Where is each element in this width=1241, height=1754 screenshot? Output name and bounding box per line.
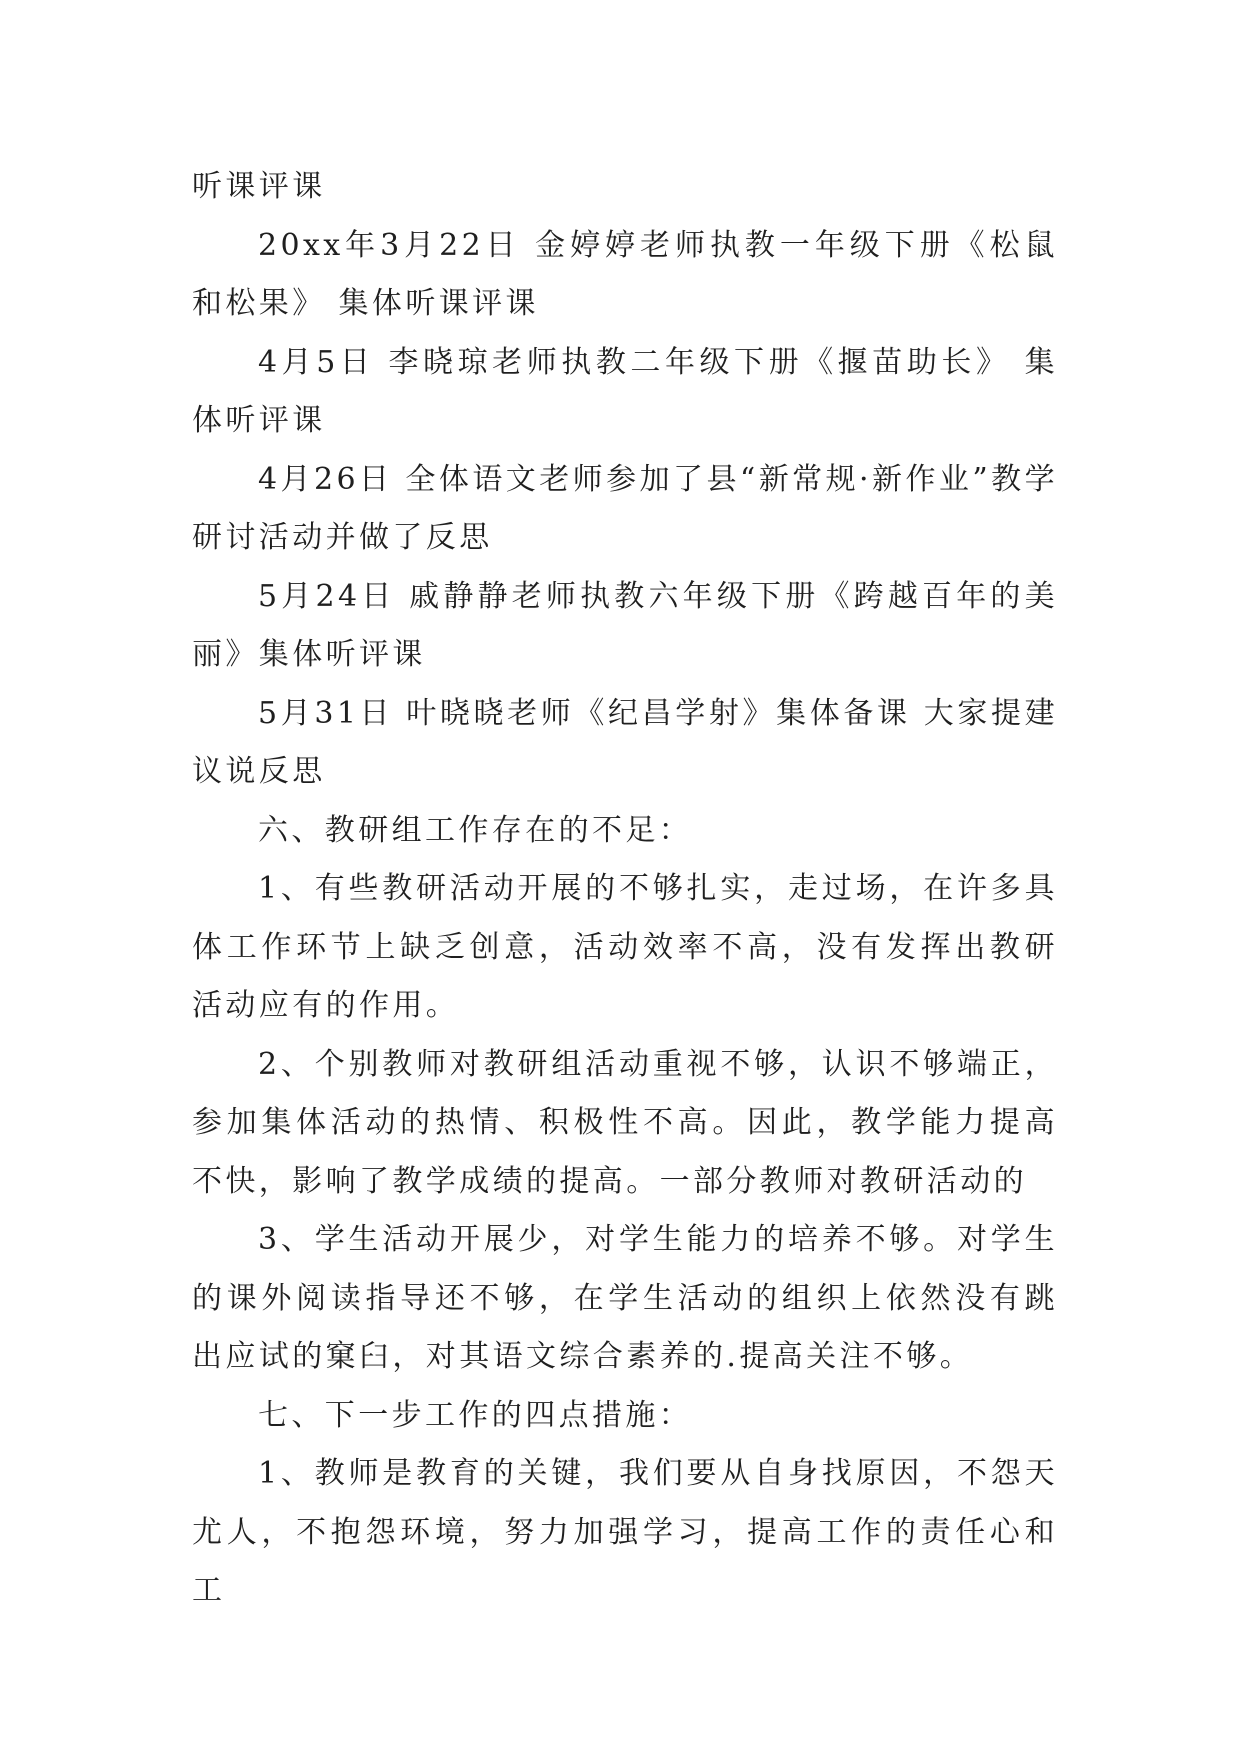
- paragraph-activity-0524: 5月24日 戚静静老师执教六年级下册《跨越百年的美丽》集体听评课: [192, 578, 1058, 672]
- paragraph-activity-0405: 4月5日 李晓琼老师执教二年级下册《揠苗助长》 集体听评课: [192, 344, 1058, 438]
- section-heading-shortcomings: 六、教研组工作存在的不足：: [258, 812, 693, 848]
- paragraph-activity-0531: 5月31日 叶晓晓老师《纪昌学射》集体备课 大家提建议说反思: [192, 695, 1058, 789]
- paragraph-continuation: 听课评课: [192, 169, 326, 204]
- paragraph-activity-0322: 20xx年3月22日 金婷婷老师执教一年级下册《松鼠和松果》 集体听课评课: [192, 227, 1058, 321]
- paragraph-shortcoming-3: 3、学生活动开展少，对学生能力的培养不够。对学生的课外阅读指导还不够，在学生活动的组织上依然没有跳出应试的窠臼，对其语文综合素养的.提高关注不够。: [192, 1222, 1058, 1374]
- document-page: [192, 158, 1058, 1621]
- paragraph-measure-1: 1、教师是教育的关键，我们要从自身找原因，不怨天尤人，不抱怨环境，努力加强学习，提高工作的责任心和工: [192, 1456, 1058, 1608]
- paragraph-shortcoming-2: 2、个别教师对教研组活动重视不够，认识不够端正，参加集体活动的热情、积极性不高。因此，教学能力提高不快，影响了教学成绩的提高。一部分教师对教研活动的: [192, 1046, 1058, 1199]
- paragraph-activity-0426: 4月26日 全体语文老师参加了县“新常规·新作业”教学研讨活动并做了反思: [192, 461, 1058, 555]
- paragraph-shortcoming-1: 1、有些教研活动开展的不够扎实，走过场，在许多具体工作环节上缺乏创意，活动效率不高，没有发挥出教研活动应有的作用。: [192, 871, 1058, 1023]
- section-heading-measures: 七、下一步工作的四点措施：: [258, 1397, 693, 1433]
